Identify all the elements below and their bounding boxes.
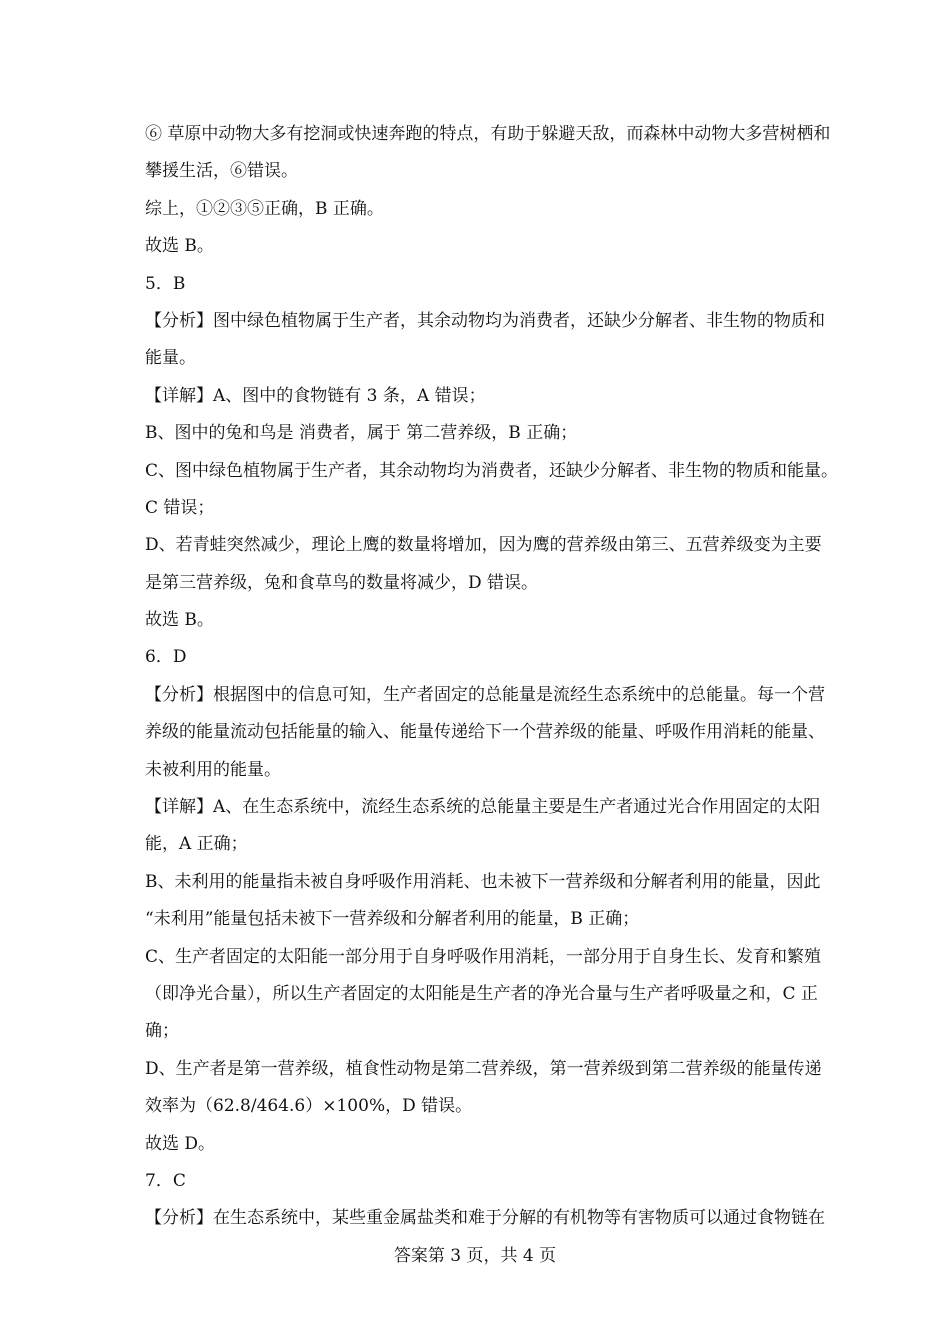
question-number: 6．D <box>145 647 187 668</box>
text-line: B、未利用的能量指未被自身呼吸作用消耗、也未被下一营养级和分解者利用的能量，因此 <box>145 871 821 892</box>
text-line: C、生产者固定的太阳能一部分用于自身呼吸作用消耗，一部分用于自身生长、发育和繁殖 <box>145 946 822 967</box>
text-line: 效率为（62.8/464.6）×100%，D 错误。 <box>145 1096 473 1117</box>
text-line: 确； <box>145 1021 179 1042</box>
text-line: 是第三营养级，兔和食草鸟的数量将减少，D 错误。 <box>145 572 539 593</box>
text-line: B、图中的兔和鸟是 消费者，属于 第二营养级，B 正确； <box>145 423 578 444</box>
text-line: ⑥ 草原中动物大多有挖洞或快速奔跑的特点，有助于躲避天敌，而森林中动物大多营树栖和 <box>145 124 831 144</box>
text-line: 养级的能量流动包括能量的输入、能量传递给下一个营养级的能量、呼吸作用消耗的能量、 <box>145 722 825 743</box>
text-line: D、生产者是第一营养级，植食性动物是第二营养级，第一营养级到第二营养级的能量传递 <box>145 1058 822 1079</box>
document-body <box>145 116 839 1238</box>
text-line: 能量。 <box>145 348 196 369</box>
text-line: 故选 B。 <box>145 610 214 631</box>
text-line: 故选 B。 <box>145 236 214 257</box>
text-line: 【详解】A、图中的食物链有 3 条，A 错误； <box>145 385 486 406</box>
text-line: 【分析】在生态系统中，某些重金属盐类和难于分解的有机物等有害物质可以通过食物链在 <box>145 1208 825 1229</box>
text-line: 未被利用的能量。 <box>145 759 281 780</box>
text-line: 【分析】图中绿色植物属于生产者，其余动物均为消费者，还缺少分解者、非生物的物质和 <box>145 310 825 331</box>
page-footer: 答案第 3 页，共 4 页 <box>393 1246 557 1266</box>
text-line: C、图中绿色植物属于生产者，其余动物均为消费者，还缺少分解者、非生物的物质和能量。 <box>145 460 839 481</box>
text-line: 攀援生活，⑥错误。 <box>145 161 298 182</box>
text-line: （即净光合量），所以生产者固定的太阳能是生产者的净光合量与生产者呼吸量之和，C 正 <box>145 983 818 1004</box>
text-line: 【详解】A、在生态系统中，流经生态系统的总能量主要是生产者通过光合作用固定的太阳 <box>145 797 821 818</box>
text-line: 故选 D。 <box>145 1133 216 1154</box>
text-line: 能，A 正确； <box>145 834 248 855</box>
text-line: C 错误； <box>145 497 215 518</box>
question-number: 5．B <box>145 273 186 294</box>
question-number: 7．C <box>145 1170 186 1191</box>
text-line: “未利用”能量包括未被下一营养级和分解者利用的能量，B 正确； <box>145 909 640 930</box>
text-line: 综上，①②③⑤正确，B 正确。 <box>145 198 384 219</box>
text-line: 【分析】根据图中的信息可知，生产者固定的总能量是流经生态系统中的总能量。每一个营 <box>145 684 825 705</box>
text-line: D、若青蛙突然减少，理论上鹰的数量将增加，因为鹰的营养级由第三、五营养级变为主要 <box>145 535 822 556</box>
